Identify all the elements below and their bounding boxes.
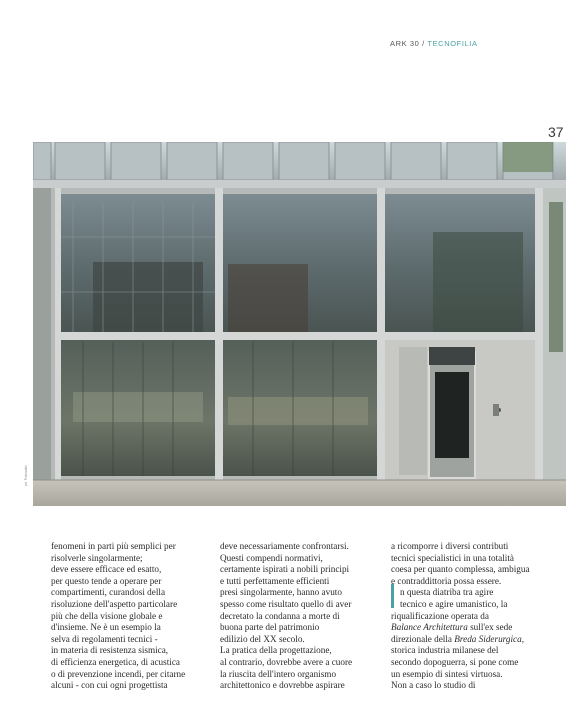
photo-credit: ph. Fotoradio [24,465,28,486]
section-name: TECNOFILIA [427,39,478,48]
column-3-line: coesa per quanto complessa, ambigua [391,564,530,575]
page-number: 37 [548,124,564,140]
facade-illustration [33,142,566,506]
column-3-line: tecnico e agire umanistico, la [400,598,508,609]
column-2-text: deve necessariamente confrontarsi. Questi compendi normativi, certamente ispirati a nobili principi e tutti perfettamente efficienti presi singolarmente, hanno avuto spesso come risultato quello di aver decretato la condanna a morte di buona parte del patrimonio edilizio del XX secolo. La pratica della progettazione, al contrario, dovrebbe avere a cuore la riuscita dell'intero organismo architettonico e dovrebbe aspirare [220,541,353,691]
column-3-line: n questa diatriba tra agire [400,587,494,598]
column-3-line: riqualificazione operata da [391,610,489,621]
company-name: Breda Siderurgica [454,633,522,644]
column-3-line: un esempio di sintesi virtuosa. [391,668,503,679]
column-3-line: a ricomporre i diversi contributi [391,541,509,551]
text-column-2 [220,541,370,692]
column-3-line: secondo dopoguerra, si pone come [391,656,519,667]
column-3-line: storica industria milanese del [391,645,499,656]
magazine-issue: ARK 30 / [390,39,425,48]
column-3-line: Non a caso lo studio di [391,680,476,691]
column-3-line: direzionale della Breda Siderurgica, [391,633,525,644]
column-3-line: e contraddittoria possa essere. [391,575,502,586]
column-3-line: Balance Architettura sull'ex sede [391,622,513,633]
column-3-line: tecnici specialistici in una totalità [391,552,514,563]
running-header [390,39,478,48]
text-column-3 [391,541,541,692]
studio-name: Balance Architettura [391,622,468,633]
text-column-1 [51,541,201,692]
column-1-text: fenomeni in parti più semplici per risolverle singolarmente; deve essere efficace ed esatto, per questo tende a operare per compartimenti, curandosi della risoluzione dell'aspetto particolare più che della visione globale e d'insieme. Ne è un esempio la selva di regolamenti tecnici - in materia di resistenza sismica, di efficienza energetica, di acustica o di prevenzione incendi, per citarne alcuni - con cui ogni progettista [51,541,186,691]
building-facade-photo [33,142,566,506]
